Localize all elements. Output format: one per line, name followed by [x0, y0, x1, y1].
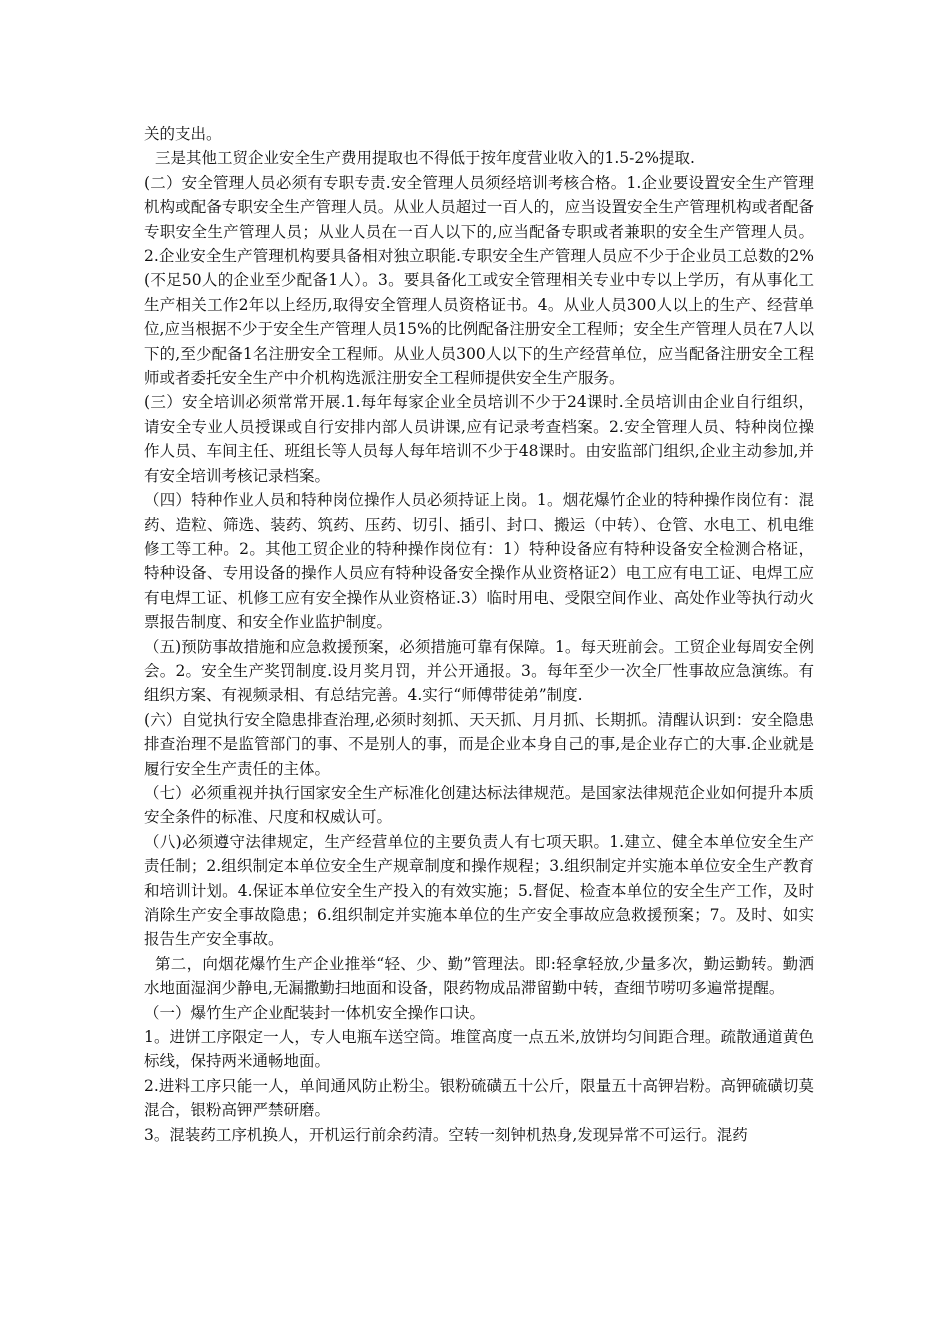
paragraph-item-3: 3。混装药工序机换人，开机运行前余药清。空转一刻钟机热身,发现异常不可运行。混药 [144, 1125, 748, 1144]
paragraph-section-7-standardization: （七）必须重视并执行国家安全生产标准化创建达标法律规范。是国家法律规范企业如何提升本质安全条件的标准、尺度和权威认可。 [144, 783, 814, 827]
paragraph-section-2-management-staff: (二）安全管理人员必须有专职专责.安全管理人员须经培训考核合格。1.企业要设置安全生产管理机构或配备专职安全生产管理人员。从业人员超过一百人的，应当设置安全生产管理机构或者配备专职安全生产管理人员；从业人员在一百人以下的,应当配备专职或者兼职的安全生产管理人员。2.企业安全生产管理机构要具备相对独立职能.专职安全生产管理人员应不少于企业员工总数的2%(不足50人的企业至少配备1人）。3。要具备化工或安全管理相关专业中专以上学历，有从事化工生产相关工作2年以上经历,取得安全管理人员资格证书。4。从业人员300人以上的生产、经营单位,应当根据不少于安全生产管理人员15%的比例配备注册安全工程师；安全生产管理人员在7人以下的,至少配备1名注册安全工程师。从业人员300人以下的生产经营单位，应当配备注册安全工程师或者委托安全生产中介机构选派注册安全工程师提供安全生产服务。 [144, 173, 814, 388]
document-body [144, 122, 814, 1147]
paragraph-second-management-method: 第二，向烟花爆竹生产企业推举“轻、少、勤”管理法。即:轻拿轻放,少量多次，勤运勤转。勤洒水地面湿润少静电,无漏撒勤扫地面和设备，限药物成品滞留勤中转，查细节唠叨多遍常提醒。 [144, 954, 814, 998]
paragraph-subsection-1-heading: （一）爆竹生产企业配装封一体机安全操作口诀。 [144, 1003, 486, 1022]
paragraph-section-3-training: (三）安全培训必须常常开展.1.每年每家企业全员培训不少于24课时.全员培训由企业自行组织，请安全专业人员授课或自行安排内部人员讲课,应有记录考查档案。2.安全管理人员、特种岗位操作人员、车间主任、班组长等人员每人每年培训不少于48课时。由安监部门组织,企业主动参加,并有安全培训考核记录档案。 [144, 393, 814, 485]
paragraph-continuation: 关的支出。 [144, 125, 222, 143]
paragraph-item-2: 2.进料工序只能一人，单间通风防止粉尘。银粉硫磺五十公斤，限量五十高钾岩粉。高钾硫磺切莫混合，银粉高钾严禁研磨。 [144, 1076, 814, 1120]
paragraph-section-8-legal-duties: （八)必须遵守法律规定，生产经营单位的主要负责人有七项天职。1.建立、健全本单位安全生产责任制；2.组织制定本单位安全生产规章制度和操作规程；3.组织制定并实施本单位安全生产教育和培训计划。4.保证本单位安全生产投入的有效实施；5.督促、检查本单位的安全生产工作，及时消除生产安全事故隐患；6.组织制定并实施本单位的生产安全事故应急救援预案；7。及时、如实报告生产安全事故。 [144, 832, 814, 949]
paragraph-section-5-accident-prevention: （五)预防事故措施和应急救援预案，必须措施可靠有保障。1。每天班前会。工贸企业每周安全例会。2。安全生产奖罚制度.设月奖月罚，并公开通报。3。每年至少一次全厂性事故应急演练。有组织方案、有视频录相、有总结完善。4.实行“师傅带徒弟”制度. [144, 637, 814, 705]
paragraph-safety-fee-other: 三是其他工贸企业安全生产费用提取也不得低于按年度营业收入的1.5-2%提取. [155, 149, 695, 168]
paragraph-item-1: 1。进饼工序限定一人，专人电瓶车送空筒。堆筐高度一点五米,放饼均匀间距合理。疏散通道黄色标线，保持两米通畅地面。 [144, 1028, 814, 1071]
paragraph-section-4-certification: （四）特种作业人员和特种岗位操作人员必须持证上岗。1。烟花爆竹企业的特种操作岗位有：混药、造粒、筛选、装药、筑药、压药、切引、插引、封口、搬运（中转）、仓管、水电工、机电维修工等工种。2。其他工贸企业的特种操作岗位有：1）特种设备应有特种设备安全检测合格证，特种设备、专用设备的操作人员应有特种设备安全操作从业资格证2）电工应有电工证、电焊工应有电焊工证、机修工应有安全操作从业资格证.3）临时用电、受限空间作业、高处作业等执行动火票报告制度、和安全作业监护制度。 [144, 491, 814, 632]
paragraph-section-6-hazard-inspection: (六）自觉执行安全隐患排查治理,必须时刻抓、天天抓、月月抓、长期抓。清醒认识到：安全隐患排查治理不是监管部门的事、不是别人的事，而是企业本身自己的事,是企业存亡的大事.企业就是履行安全生产责任的主体。 [144, 710, 814, 778]
